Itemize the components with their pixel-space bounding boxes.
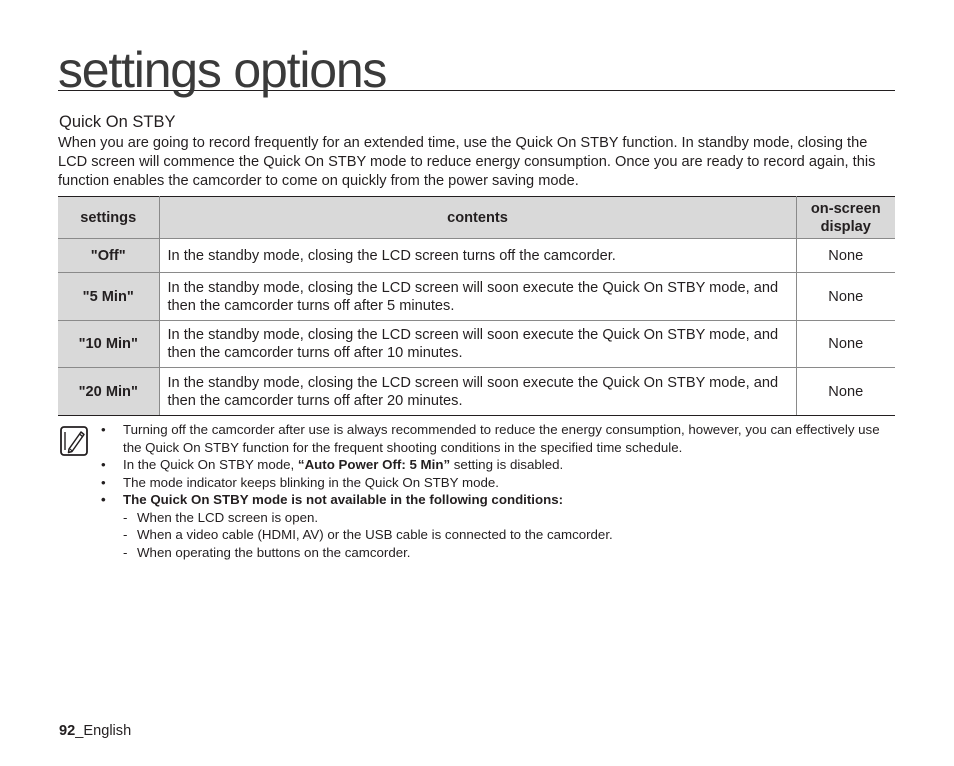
dash-marker: - bbox=[123, 527, 128, 542]
list-item bbox=[100, 456, 895, 474]
page-number: 92 bbox=[59, 723, 76, 739]
contents-cell: In the standby mode, closing the LCD screen will soon execute the Quick On STBY mode, and then the camcorder turns off after 5 minutes. bbox=[159, 273, 796, 321]
note-text: Turning off the camcorder after use is always recommended to reduce the energy consumption, however, you can effectively use the Quick On STBY function for the frequent shooting conditions in the specified time schedule. bbox=[123, 422, 880, 455]
notes-list bbox=[100, 421, 895, 561]
setting-cell: "5 Min" bbox=[58, 273, 159, 321]
page-footer bbox=[59, 723, 131, 739]
sub-note-text: When the LCD screen is open. bbox=[137, 509, 319, 525]
note-bold-text: “Auto Power Off: 5 Min” bbox=[297, 457, 451, 472]
note-pencil-icon bbox=[60, 426, 88, 456]
list-item bbox=[100, 474, 895, 492]
display-cell: None bbox=[796, 239, 895, 273]
contents-cell: In the standby mode, closing the LCD screen will soon execute the Quick On STBY mode, and then the camcorder turns off after 20 minutes. bbox=[159, 368, 796, 416]
page-title: settings options bbox=[58, 44, 895, 91]
table-row bbox=[58, 321, 895, 368]
note-text: The Quick On STBY mode is not available in the following conditions: bbox=[123, 492, 564, 507]
contents-cell: In the standby mode, closing the LCD screen will soon execute the Quick On STBY mode, and then the camcorder turns off after 10 minutes. bbox=[159, 321, 796, 368]
intro-paragraph: When you are going to record frequently for an extended time, use the Quick On STBY function. In standby mode, closing the LCD screen will commence the Quick On STBY mode to reduce energy consumption. Once you are ready to record again, this function enables the camcorder to come on quickly from the power saving mode. bbox=[58, 135, 876, 189]
table-row bbox=[58, 239, 895, 273]
header-settings: settings bbox=[58, 197, 159, 239]
header-display: on-screen display bbox=[796, 197, 895, 239]
dash-marker: - bbox=[123, 544, 128, 560]
setting-cell: "20 Min" bbox=[58, 368, 159, 416]
dash-marker: - bbox=[123, 509, 128, 525]
note-text: setting is disabled. bbox=[450, 457, 564, 472]
setting-cell: "Off" bbox=[58, 239, 159, 273]
table-header-row bbox=[58, 197, 895, 239]
section-heading: Quick On STBY bbox=[59, 113, 176, 131]
table-row bbox=[58, 368, 895, 416]
header-contents: contents bbox=[159, 197, 796, 239]
list-item bbox=[100, 491, 895, 509]
display-cell: None bbox=[796, 273, 895, 321]
sub-list-item bbox=[100, 544, 895, 562]
list-item bbox=[100, 421, 895, 456]
footer-language: _English bbox=[75, 723, 132, 739]
sub-note-text: When a video cable (HDMI, AV) or the USB cable is connected to the camcorder. bbox=[137, 527, 613, 542]
sub-list-item bbox=[100, 509, 895, 527]
sub-note-text: When operating the buttons on the camcorder. bbox=[137, 544, 411, 560]
setting-cell: "10 Min" bbox=[58, 321, 159, 368]
settings-table bbox=[58, 196, 895, 416]
note-text: In the Quick On STBY mode, bbox=[123, 457, 298, 472]
display-cell: None bbox=[796, 368, 895, 416]
table-row bbox=[58, 273, 895, 321]
sub-list-item bbox=[100, 526, 895, 544]
display-cell: None bbox=[796, 321, 895, 368]
note-text: The mode indicator keeps blinking in the Quick On STBY mode. bbox=[123, 474, 499, 490]
contents-cell: In the standby mode, closing the LCD screen turns off the camcorder. bbox=[159, 239, 796, 273]
